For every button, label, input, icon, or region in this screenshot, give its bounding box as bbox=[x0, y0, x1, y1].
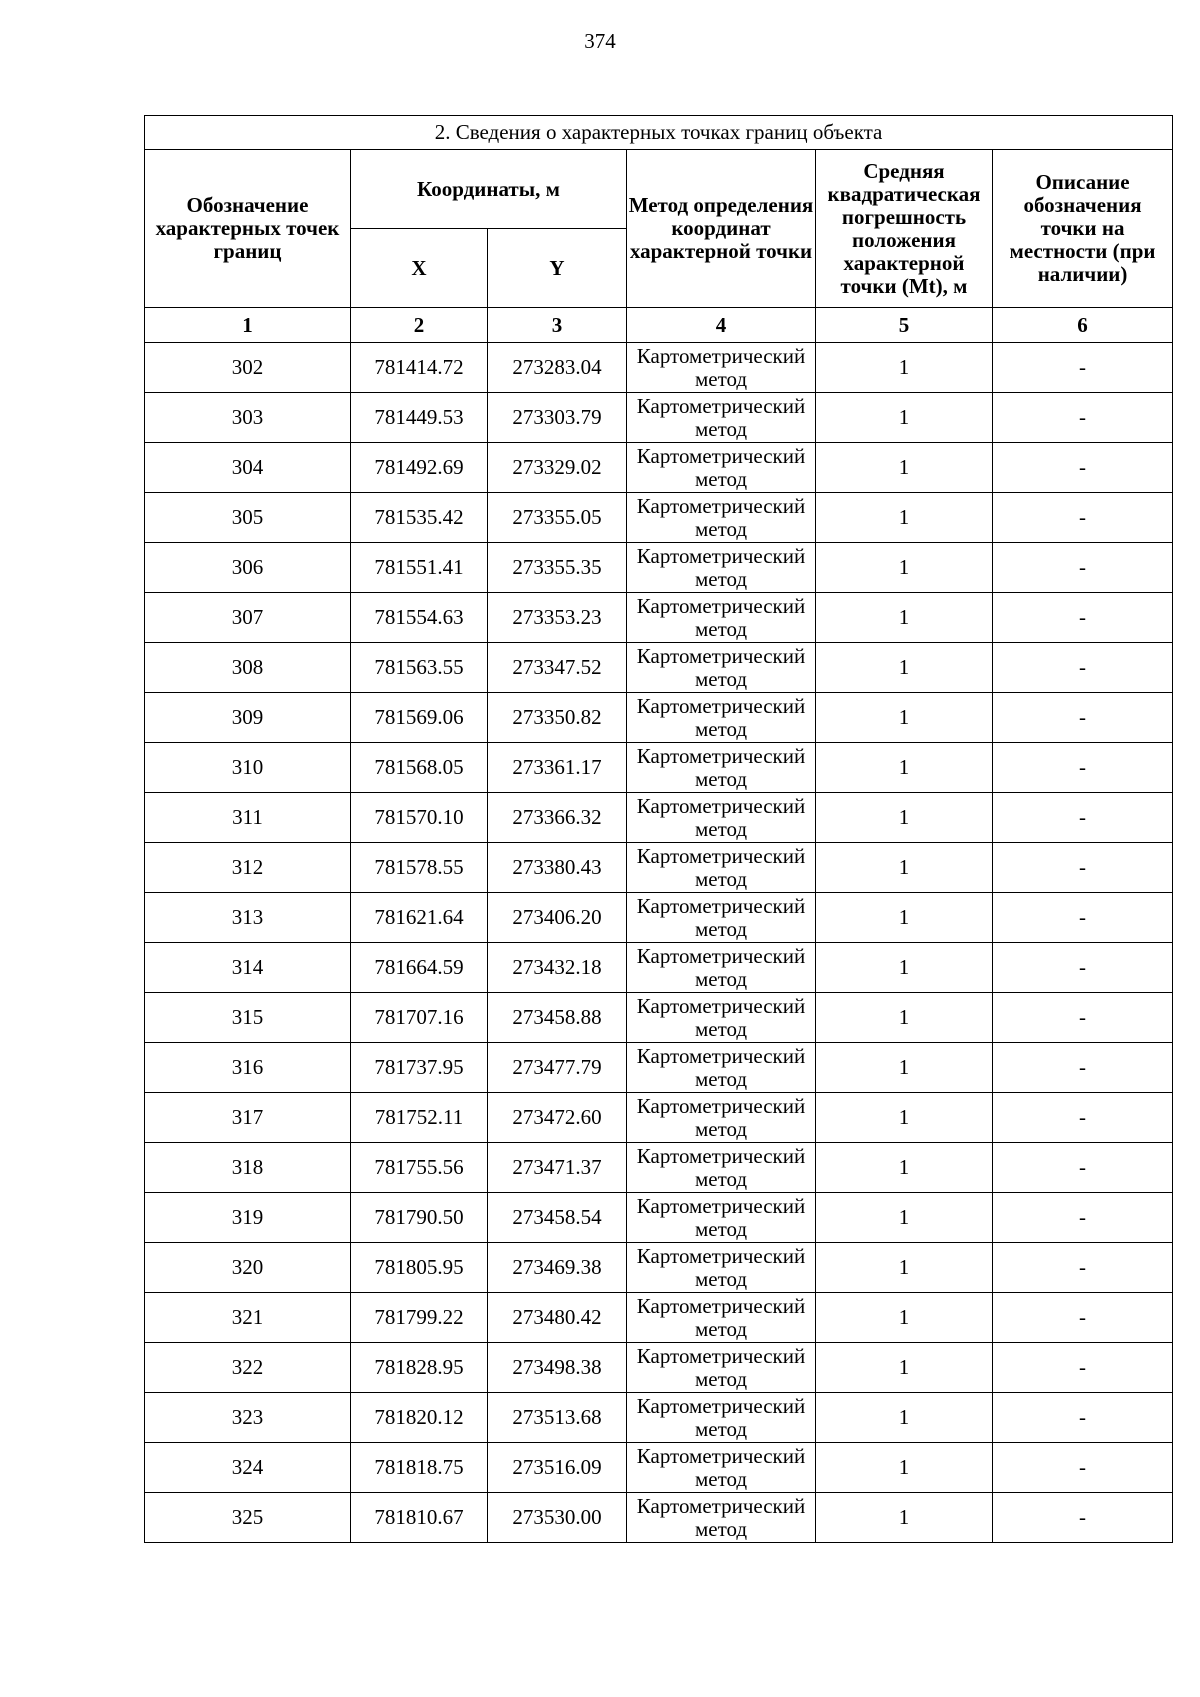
table-row bbox=[145, 893, 1173, 943]
method-cell bbox=[627, 1143, 816, 1193]
x-cell: 781551.41 bbox=[351, 543, 488, 593]
x-cell: 781568.05 bbox=[351, 743, 488, 793]
point-cell: 325 bbox=[145, 1493, 351, 1543]
method-line-2: метод bbox=[694, 1166, 748, 1191]
method-cell bbox=[627, 343, 816, 393]
mt-cell: 1 bbox=[816, 1343, 993, 1393]
method-line-1: Картометрический bbox=[636, 393, 806, 418]
table-row bbox=[145, 1193, 1173, 1243]
method-line-2: метод bbox=[694, 566, 748, 591]
column-number: 1 bbox=[145, 308, 351, 343]
point-cell: 321 bbox=[145, 1293, 351, 1343]
table-row bbox=[145, 1343, 1173, 1393]
method-cell bbox=[627, 843, 816, 893]
description-cell: - bbox=[993, 1443, 1173, 1493]
method-line-1: Картометрический bbox=[636, 1443, 806, 1468]
table-row bbox=[145, 693, 1173, 743]
method-line-1: Картометрический bbox=[636, 543, 806, 568]
y-cell: 273480.42 bbox=[488, 1293, 627, 1343]
table-row bbox=[145, 1043, 1173, 1093]
x-cell: 781535.42 bbox=[351, 493, 488, 543]
y-cell: 273355.35 bbox=[488, 543, 627, 593]
method-line-2: метод bbox=[694, 766, 748, 791]
x-cell: 781820.12 bbox=[351, 1393, 488, 1443]
method-line-1: Картометрический bbox=[636, 1343, 806, 1368]
mt-cell: 1 bbox=[816, 793, 993, 843]
point-cell: 308 bbox=[145, 643, 351, 693]
y-cell: 273347.52 bbox=[488, 643, 627, 693]
method-line-1: Картометрический bbox=[636, 1493, 806, 1518]
description-cell: - bbox=[993, 493, 1173, 543]
x-cell: 781621.64 bbox=[351, 893, 488, 943]
table-row bbox=[145, 593, 1173, 643]
description-cell: - bbox=[993, 893, 1173, 943]
point-cell: 317 bbox=[145, 1093, 351, 1143]
method-cell bbox=[627, 793, 816, 843]
method-line-1: Картометрический bbox=[636, 443, 806, 468]
method-line-1: Картометрический bbox=[636, 993, 806, 1018]
point-cell: 324 bbox=[145, 1443, 351, 1493]
method-line-2: метод bbox=[694, 1066, 748, 1091]
description-cell: - bbox=[993, 443, 1173, 493]
mt-cell: 1 bbox=[816, 993, 993, 1043]
x-cell: 781569.06 bbox=[351, 693, 488, 743]
y-cell: 273303.79 bbox=[488, 393, 627, 443]
table-row bbox=[145, 1143, 1173, 1193]
y-cell: 273513.68 bbox=[488, 1393, 627, 1443]
table-row bbox=[145, 843, 1173, 893]
x-cell: 781664.59 bbox=[351, 943, 488, 993]
method-cell bbox=[627, 1343, 816, 1393]
x-cell: 781492.69 bbox=[351, 443, 488, 493]
mt-cell: 1 bbox=[816, 343, 993, 393]
method-line-2: метод bbox=[694, 716, 748, 741]
method-line-1: Картометрический bbox=[636, 1193, 806, 1218]
page-number: 374 bbox=[584, 29, 616, 53]
method-line-2: метод bbox=[694, 666, 748, 691]
method-line-1: Картометрический bbox=[636, 493, 806, 518]
y-cell: 273329.02 bbox=[488, 443, 627, 493]
y-cell: 273477.79 bbox=[488, 1043, 627, 1093]
description-cell: - bbox=[993, 393, 1173, 443]
method-line-1: Картометрический bbox=[636, 693, 806, 718]
y-cell: 273498.38 bbox=[488, 1343, 627, 1393]
description-cell: - bbox=[993, 1393, 1173, 1443]
method-line-2: метод bbox=[694, 1466, 748, 1491]
description-cell: - bbox=[993, 1093, 1173, 1143]
method-line-2: метод bbox=[694, 1366, 748, 1391]
table-row bbox=[145, 993, 1173, 1043]
description-cell: - bbox=[993, 793, 1173, 843]
mt-cell: 1 bbox=[816, 393, 993, 443]
mt-cell: 1 bbox=[816, 643, 993, 693]
description-cell: - bbox=[993, 943, 1173, 993]
method-line-2: метод bbox=[694, 1416, 748, 1441]
method-line-2: метод bbox=[694, 1266, 748, 1291]
header-mean-error: Средняя квадратическая погрешность положения характерной точки (Mt), м bbox=[816, 150, 993, 308]
description-cell: - bbox=[993, 1043, 1173, 1093]
y-cell: 273458.88 bbox=[488, 993, 627, 1043]
x-cell: 781790.50 bbox=[351, 1193, 488, 1243]
description-cell: - bbox=[993, 993, 1173, 1043]
y-cell: 273380.43 bbox=[488, 843, 627, 893]
x-cell: 781805.95 bbox=[351, 1243, 488, 1293]
method-line-1: Картометрический bbox=[636, 793, 806, 818]
mt-cell: 1 bbox=[816, 1493, 993, 1543]
header-method: Метод определения координат характерной точки bbox=[627, 150, 816, 308]
method-cell bbox=[627, 1393, 816, 1443]
method-cell bbox=[627, 1243, 816, 1293]
method-line-2: метод bbox=[694, 416, 748, 441]
x-cell: 781578.55 bbox=[351, 843, 488, 893]
mt-cell: 1 bbox=[816, 1443, 993, 1493]
description-cell: - bbox=[993, 1343, 1173, 1393]
point-cell: 310 bbox=[145, 743, 351, 793]
x-cell: 781707.16 bbox=[351, 993, 488, 1043]
y-cell: 273350.82 bbox=[488, 693, 627, 743]
point-cell: 315 bbox=[145, 993, 351, 1043]
point-cell: 322 bbox=[145, 1343, 351, 1393]
table-row bbox=[145, 1493, 1173, 1543]
x-cell: 781810.67 bbox=[351, 1493, 488, 1543]
boundary-points-table bbox=[144, 115, 1173, 1543]
point-cell: 319 bbox=[145, 1193, 351, 1243]
table-row bbox=[145, 343, 1173, 393]
y-cell: 273530.00 bbox=[488, 1493, 627, 1543]
method-cell bbox=[627, 893, 816, 943]
method-line-2: метод bbox=[694, 1216, 748, 1241]
mt-cell: 1 bbox=[816, 593, 993, 643]
mt-cell: 1 bbox=[816, 943, 993, 993]
x-cell: 781563.55 bbox=[351, 643, 488, 693]
mt-cell: 1 bbox=[816, 543, 993, 593]
point-cell: 314 bbox=[145, 943, 351, 993]
description-cell: - bbox=[993, 1293, 1173, 1343]
column-number: 5 bbox=[816, 308, 993, 343]
column-number: 6 bbox=[993, 308, 1173, 343]
mt-cell: 1 bbox=[816, 1393, 993, 1443]
method-cell bbox=[627, 1193, 816, 1243]
method-cell bbox=[627, 743, 816, 793]
mt-cell: 1 bbox=[816, 1243, 993, 1293]
mt-cell: 1 bbox=[816, 843, 993, 893]
method-cell bbox=[627, 643, 816, 693]
method-cell bbox=[627, 993, 816, 1043]
x-cell: 781828.95 bbox=[351, 1343, 488, 1393]
method-cell bbox=[627, 1443, 816, 1493]
section-title: 2. Сведения о характерных точках границ объекта bbox=[145, 116, 1173, 150]
method-line-2: метод bbox=[694, 616, 748, 641]
x-cell: 781755.56 bbox=[351, 1143, 488, 1193]
method-line-1: Картометрический bbox=[636, 1393, 806, 1418]
mt-cell: 1 bbox=[816, 1193, 993, 1243]
column-number-row bbox=[145, 308, 1173, 343]
table-row bbox=[145, 793, 1173, 843]
description-cell: - bbox=[993, 1143, 1173, 1193]
header-x: X bbox=[351, 229, 488, 308]
method-cell bbox=[627, 593, 816, 643]
method-line-1: Картометрический bbox=[636, 1043, 806, 1068]
table-row bbox=[145, 1293, 1173, 1343]
y-cell: 273366.32 bbox=[488, 793, 627, 843]
header-description: Описание обозначения точки на местности (при наличии) bbox=[993, 150, 1173, 308]
method-line-1: Картометрический bbox=[636, 1293, 806, 1318]
table-row bbox=[145, 1443, 1173, 1493]
method-line-2: метод bbox=[694, 1016, 748, 1041]
y-cell: 273353.23 bbox=[488, 593, 627, 643]
point-cell: 305 bbox=[145, 493, 351, 543]
table-row bbox=[145, 1243, 1173, 1293]
y-cell: 273361.17 bbox=[488, 743, 627, 793]
table-row bbox=[145, 743, 1173, 793]
mt-cell: 1 bbox=[816, 693, 993, 743]
method-line-2: метод bbox=[694, 916, 748, 941]
method-cell bbox=[627, 1043, 816, 1093]
mt-cell: 1 bbox=[816, 1043, 993, 1093]
method-cell bbox=[627, 1493, 816, 1543]
table-row bbox=[145, 393, 1173, 443]
description-cell: - bbox=[993, 343, 1173, 393]
method-cell bbox=[627, 493, 816, 543]
mt-cell: 1 bbox=[816, 1143, 993, 1193]
method-line-1: Картометрический bbox=[636, 1143, 806, 1168]
description-cell: - bbox=[993, 543, 1173, 593]
x-cell: 781737.95 bbox=[351, 1043, 488, 1093]
method-line-1: Картометрический bbox=[636, 843, 806, 868]
point-cell: 303 bbox=[145, 393, 351, 443]
method-line-1: Картометрический bbox=[636, 743, 806, 768]
x-cell: 781554.63 bbox=[351, 593, 488, 643]
method-cell bbox=[627, 943, 816, 993]
mt-cell: 1 bbox=[816, 743, 993, 793]
point-cell: 304 bbox=[145, 443, 351, 493]
table-row bbox=[145, 1393, 1173, 1443]
mt-cell: 1 bbox=[816, 443, 993, 493]
point-cell: 309 bbox=[145, 693, 351, 743]
column-number: 2 bbox=[351, 308, 488, 343]
description-cell: - bbox=[993, 593, 1173, 643]
mt-cell: 1 bbox=[816, 893, 993, 943]
point-cell: 316 bbox=[145, 1043, 351, 1093]
y-cell: 273406.20 bbox=[488, 893, 627, 943]
method-line-2: метод bbox=[694, 516, 748, 541]
method-line-2: метод bbox=[694, 1316, 748, 1341]
y-cell: 273471.37 bbox=[488, 1143, 627, 1193]
description-cell: - bbox=[993, 693, 1173, 743]
description-cell: - bbox=[993, 743, 1173, 793]
x-cell: 781818.75 bbox=[351, 1443, 488, 1493]
point-cell: 318 bbox=[145, 1143, 351, 1193]
column-number: 3 bbox=[488, 308, 627, 343]
point-cell: 312 bbox=[145, 843, 351, 893]
table-row bbox=[145, 493, 1173, 543]
method-line-1: Картометрический bbox=[636, 643, 806, 668]
method-line-2: метод bbox=[694, 816, 748, 841]
y-cell: 273472.60 bbox=[488, 1093, 627, 1143]
table-row bbox=[145, 943, 1173, 993]
column-number: 4 bbox=[627, 308, 816, 343]
header-coordinates: Координаты, м bbox=[351, 150, 627, 229]
method-line-1: Картометрический bbox=[636, 1093, 806, 1118]
method-cell bbox=[627, 393, 816, 443]
x-cell: 781752.11 bbox=[351, 1093, 488, 1143]
header-point-designation: Обозначение характерных точек границ bbox=[145, 150, 351, 308]
method-line-2: метод bbox=[694, 1516, 748, 1541]
method-line-1: Картометрический bbox=[636, 943, 806, 968]
y-cell: 273516.09 bbox=[488, 1443, 627, 1493]
y-cell: 273458.54 bbox=[488, 1193, 627, 1243]
method-cell bbox=[627, 1293, 816, 1343]
method-line-2: метод bbox=[694, 866, 748, 891]
point-cell: 323 bbox=[145, 1393, 351, 1443]
method-cell bbox=[627, 693, 816, 743]
method-line-2: метод bbox=[694, 466, 748, 491]
description-cell: - bbox=[993, 1243, 1173, 1293]
method-line-1: Картометрический bbox=[636, 593, 806, 618]
point-cell: 306 bbox=[145, 543, 351, 593]
method-line-2: метод bbox=[694, 966, 748, 991]
mt-cell: 1 bbox=[816, 1293, 993, 1343]
y-cell: 273355.05 bbox=[488, 493, 627, 543]
mt-cell: 1 bbox=[816, 493, 993, 543]
table-row bbox=[145, 1093, 1173, 1143]
point-cell: 313 bbox=[145, 893, 351, 943]
x-cell: 781799.22 bbox=[351, 1293, 488, 1343]
method-line-1: Картометрический bbox=[636, 343, 806, 368]
y-cell: 273469.38 bbox=[488, 1243, 627, 1293]
description-cell: - bbox=[993, 1493, 1173, 1543]
point-cell: 311 bbox=[145, 793, 351, 843]
description-cell: - bbox=[993, 843, 1173, 893]
x-cell: 781414.72 bbox=[351, 343, 488, 393]
table-row bbox=[145, 443, 1173, 493]
method-line-2: метод bbox=[694, 1116, 748, 1141]
point-cell: 302 bbox=[145, 343, 351, 393]
mt-cell: 1 bbox=[816, 1093, 993, 1143]
header-y: Y bbox=[488, 229, 627, 308]
point-cell: 307 bbox=[145, 593, 351, 643]
description-cell: - bbox=[993, 643, 1173, 693]
method-line-2: метод bbox=[694, 366, 748, 391]
method-cell bbox=[627, 1093, 816, 1143]
y-cell: 273283.04 bbox=[488, 343, 627, 393]
x-cell: 781570.10 bbox=[351, 793, 488, 843]
method-line-1: Картометрический bbox=[636, 1243, 806, 1268]
method-line-1: Картометрический bbox=[636, 893, 806, 918]
method-cell bbox=[627, 443, 816, 493]
y-cell: 273432.18 bbox=[488, 943, 627, 993]
point-cell: 320 bbox=[145, 1243, 351, 1293]
x-cell: 781449.53 bbox=[351, 393, 488, 443]
table-row bbox=[145, 643, 1173, 693]
method-cell bbox=[627, 543, 816, 593]
table-row bbox=[145, 543, 1173, 593]
description-cell: - bbox=[993, 1193, 1173, 1243]
